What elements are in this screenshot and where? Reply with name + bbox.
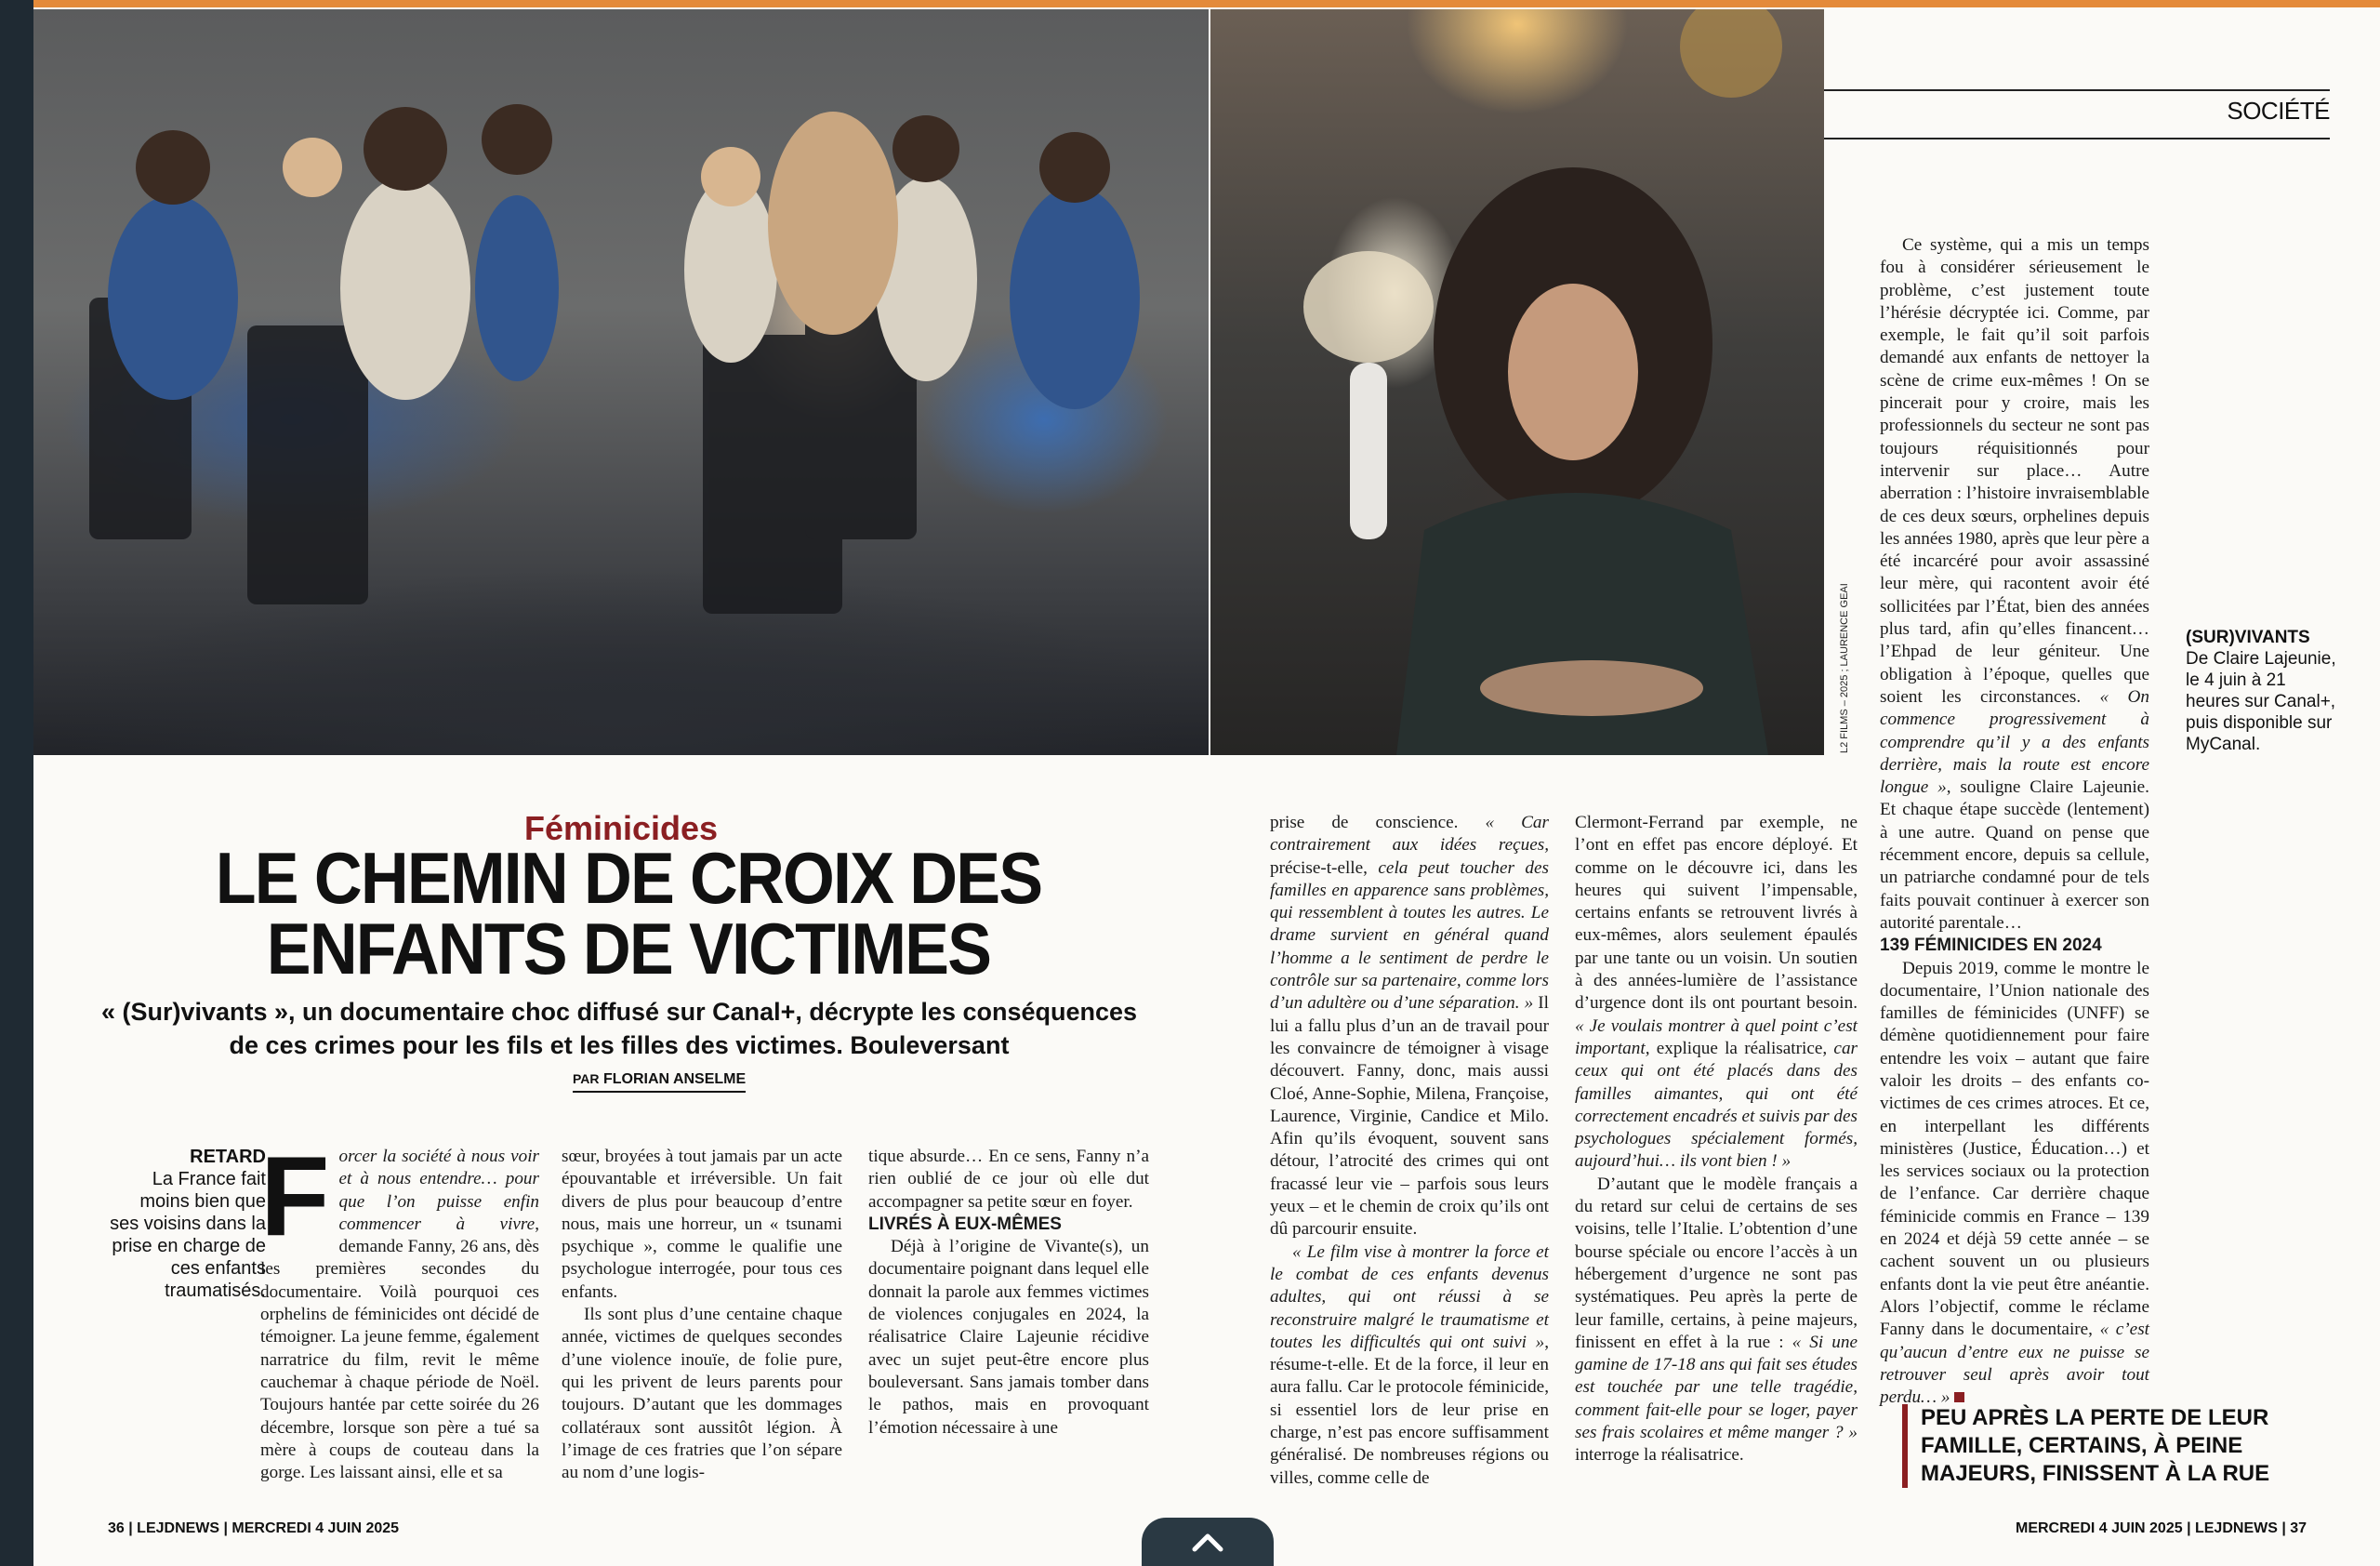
footer-left: 36 | LEJDNEWS | MERCREDI 4 JUIN 2025 [108, 1520, 400, 1536]
chevron-up-icon [1189, 1529, 1226, 1555]
subhead-139: 139 FÉMINICIDES EN 2024 [1880, 936, 2102, 956]
sidebar-retard [110, 1146, 266, 1302]
sidebar-retard-text: La France fait moins bien que ses voisins dans la prise en charge de ces enfants traumatisés. [110, 1169, 266, 1301]
subhead-livres: LIVRÉS À EUX-MÊMES [868, 1214, 1062, 1234]
photo-support-group [33, 9, 1209, 755]
photo-portrait-illustration [1210, 9, 1824, 755]
body-column-1: Forcer la société à nous voir et à nous entendre… pour que l’on puisse enfin commencer à vivre, demande Fanny, 26 ans, dès les premières secondes du documentaire. Voilà pourquoi ces orphelins de féminicides ont décidé de témoigner. La jeune femme, également narratrice du film, revit le même cauchemar à chaque période de Noël. Toujours hantée par cette soirée du 26 décembre, lorsque son père a tué sa mère à coups de couteau dans la gorge. Les laissant ainsi, elle et sa [260, 1133, 539, 1483]
body-column-2: sœur, broyées à tout jamais par un acte épouvantable et irréversible. Un fait divers de plus pour beaucoup d’entre nous, mais une horreur, un « tsunami psychique », comme le qualifie une psychologue interrogée, pour tous ces enfants. Ils sont plus d’une centaine chaque année, victimes de quelques secondes d’une violence inouïe, de folie pure, qui les privent de leurs parents pour toujours. D’autant que les dommages collatéraux sont aussitôt légion. À l’image de ces fratries que l’on sépare au nom d’une logis- [562, 1147, 842, 1483]
sidebar-retard-title: RETARD [190, 1147, 266, 1167]
footer-right: MERCREDI 4 JUIN 2025 | LEJDNEWS | 37 [2016, 1520, 2307, 1536]
byline: PAR FLORIAN ANSELME [573, 1071, 746, 1093]
kicker: Féminicides [523, 809, 719, 847]
rubric-rule-top [1824, 89, 2330, 91]
top-accent-line [33, 0, 2380, 7]
scroll-up-button[interactable] [1142, 1518, 1274, 1566]
sidebar-survivants [2186, 627, 2344, 755]
body-column-6: Ce système, qui a mis un temps fou à considérer sérieusement le problème, c’est justement toute l’hérésie décryptée ici. Comme, par exemple, le fait qu’il soit parfois demandé aux enfants de nettoyer la scène de crime eux-mêmes ! On se pincerait pour y croire, mais les professionnels du secteur ne sont pas toujours réquisitionnés pour intervenir sur place… Autre aberration : l’histoire invraisemblable de ces deux sœurs, orphelines depuis les années 1980, après que leur père a été incarcéré pour avoir assassiné leur mère, qui racontent avoir été sollicitées par l’État, bien des années plus tard, afin qu’elles financent… l’Ehpad de leur géniteur. Une obligation à l’époque, quelles que soient les circonstances. « On commence progressivement à comprendre qu’il y a des enfants derrière, mais la route est encore longue », souligne Claire Lajeunie. Et chaque étape succède (lentement) à une autre. Quand on pense que récemment encore, depuis sa cellule, un patriarche condamné pour de tels faits pouvait continuer à exercer son autorité parentale… 139 FÉMINICIDES EN 2024 Depuis 2019, comme le montre le documentaire, l’Union nationale des familles de féminicides (UNFF) se démène quotidiennement pour faire entendre les voix – autant que faire valoir les droits – des enfants co-victimes de ces crimes atroces. Et ce, en interpellant les différents ministères (Justice, Éducation…) et les services sociaux ou la protection de l’enfance. Car derrière chaque féminicide commis en France – 139 en 2024 et déjà 59 cette année – se cachent souvent un ou plusieurs enfants dont la vie peut être anéantie. Alors l’objectif, comme le réclame Fanny dans le documentaire, « c’est qu’aucun d’entre eux ne puisse se retrouver seul après avoir tout perdu… » [1880, 235, 2150, 1408]
magazine-spread [33, 0, 2380, 1566]
deck: « (Sur)vivants », un documentaire choc diffusé sur Canal+, décrypte les conséquences de ces crimes pour les fils et les filles des victimes. Bouleversant [100, 998, 1138, 1059]
sidebar-survivants-text: De Claire Lajeunie, le 4 juin à 21 heures sur Canal+, puis disponible sur MyCanal. [2186, 649, 2336, 754]
body-column-5: Clermont-Ferrand par exemple, ne l’ont en effet pas encore déployé. Et comme on le découvre ici, dans les heures qui suivent l’impensable, certains enfants se retrouvent livrés à eux-mêmes, alors seulement épaulés par une tante ou un voisin. Un soutien à des années-lumière de l’assistance d’urgence dont ils ont pourtant besoin. « Je voulais montrer à quel point c’est important, explique la réalisatrice, car ceux qui ont été placés dans des familles aimantes, qui ont été correctement encadrés et suivis par des psychologues spécialement formés, aujourd’hui… ils vont bien ! » D’autant que le modèle français a du retard sur celui de certains de ses voisins, telle l’Italie. L’obtention d’une bourse spéciale ou encore l’accès à un hébergement d’urgence ne sont pas systématiques. Peu après la perte de leur famille, certains, à peine majeurs, finissent en effet à la rue : « Si une gamine de 17-18 ans qui fait ses études est touchée par une telle tragédie, comment fait-elle pour se loger, payer ses frais scolaires et même manger ? » interroge la réalisatrice. [1575, 813, 1858, 1466]
rubric-rule-bottom [1824, 138, 2330, 139]
photo-credit: L2 FILMS – 2025 ; LAURENCE GEAI [1839, 583, 1850, 753]
body-column-4: prise de conscience. « Car contrairement aux idées reçues, précise-t-elle, cela peut toucher des familles en apparence sans problèmes, qui ressemblent à toutes les autres. Le drame survient en général quand l’homme a le sentiment de perdre le contrôle sur sa partenaire, comme lors d’un adultère ou d’une séparation. » Il lui a fallu plus d’un an de travail pour les convaincre de témoigner à visage découvert. Fanny, donc, mais aussi Cloé, Anne-Sophie, Milena, Françoise, Laurence, Virginie, Candice et Milo. Afin qu’ils évoquent, souvent sans détour, l’atrocité des crimes qui ont fracassé leur vie – parfois sous leurs yeux – et le chemin de croix qu’ils ont dû parcourir ensuite. « Le film vise à montrer la force et le combat de ces enfants devenus adultes, qui ont réussi à se reconstruire malgré le traumatisme et toutes les difficultés qui ont suivi », résume-t-elle. Et de la force, il leur en aura fallu. Car le protocole féminicide, si essentiel lors de leur prise en charge, n’est pas encore suffisamment généralisé. De nombreuses régions ou villes, comme celle de [1270, 813, 1549, 1488]
section-rubric: SOCIÉTÉ [2227, 97, 2330, 125]
sidebar-survivants-title: (SUR)VIVANTS [2186, 628, 2310, 647]
body-column-3: tique absurde… En ce sens, Fanny n’a rien oublié de ce jour où elle dut accompagner sa petite sœur en foyer. LIVRÉS À EUX-MÊMES Déjà à l’origine de Vivante(s), un documentaire poignant dans lequel elle donnait la parole aux femmes victimes de violences conjugales en 2024, la réalisatrice Claire Lajeunie récidive avec un sujet peut-être encore plus bouleversant. Sans jamais tomber dans le pathos, mais en provoquant l’émotion nécessaire à une [868, 1147, 1149, 1438]
photo-support-group-illustration [33, 9, 1209, 755]
photo-portrait-director [1210, 9, 1824, 755]
end-mark [1954, 1392, 1964, 1402]
pullquote: PEU APRÈS LA PERTE DE LEUR FAMILLE, CERTAINS, À PEINE MAJEURS, FINISSENT À LA RUE [1902, 1404, 2358, 1488]
headline: LE CHEMIN DE CROIX DES ENFANTS DE VICTIMES [215, 837, 1042, 989]
dropcap: F [260, 1133, 330, 1259]
